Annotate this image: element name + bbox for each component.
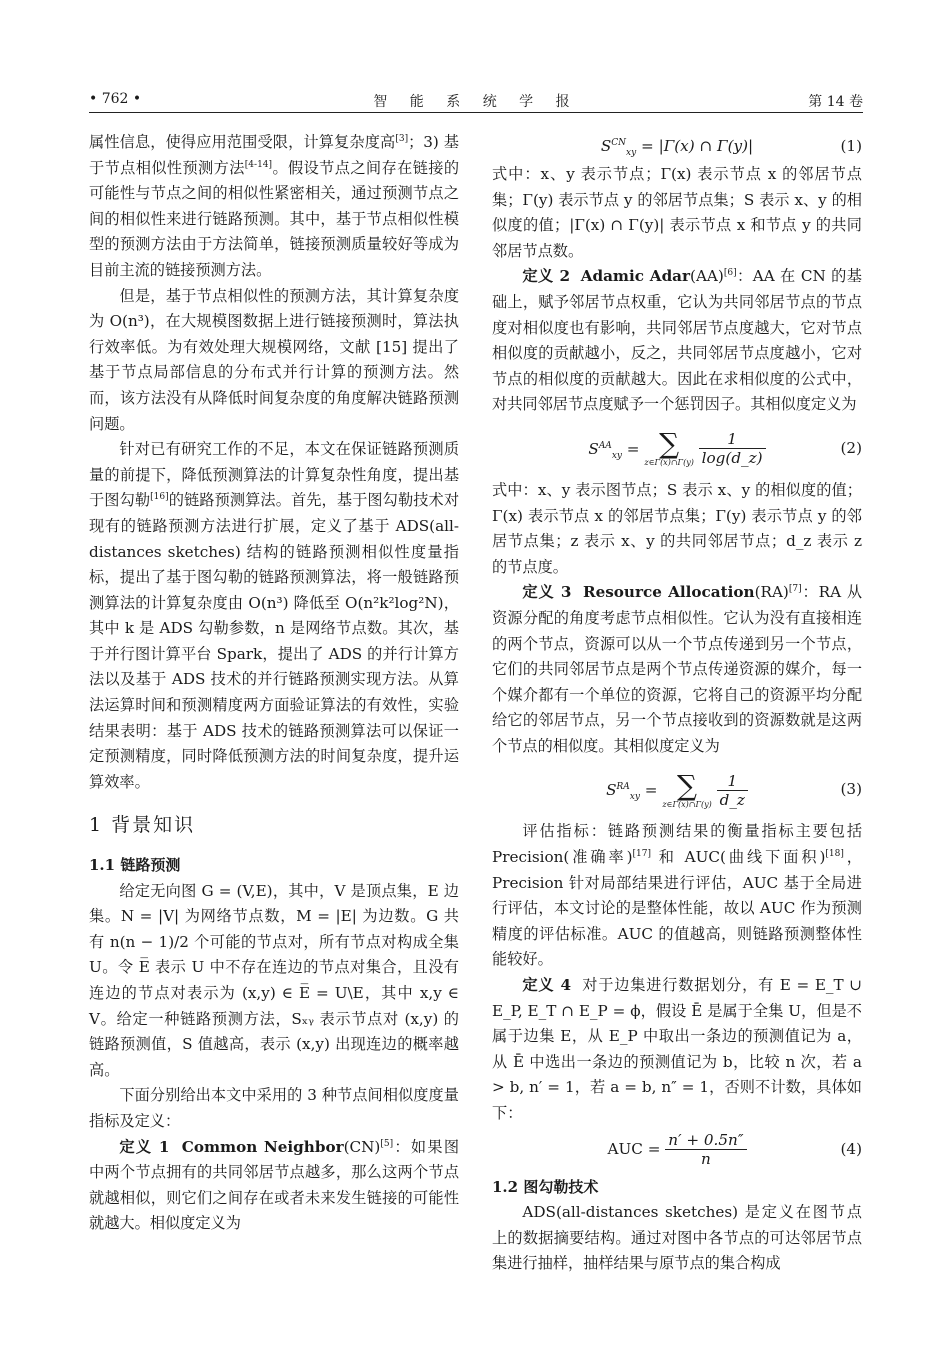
section-heading: 1 背景知识 — [89, 814, 196, 837]
citation: [5] — [380, 1138, 394, 1149]
fraction: $\frac{1}{d\_z}$ — [717, 772, 748, 809]
paragraph: 下面分别给出本文中采用的 3 种节点间相似度度量指标及定义： — [89, 1086, 459, 1130]
paragraph: 针对已有研究工作的不足，本文在保证链路预测质量的前提下，降低预测算法的计算复杂性角度，提出基于图勾勒[16]的链路预测算法。首先，基于图勾勒技术对现有的链路预测方法进行扩展，定义了基于 ADS(all-distances sketches) 结构的链路预测相似性度量指标，提出了基于图勾勒的链路预测算法，将一般链路预测算法的计算复杂度由 O(n³) 降低至 O(n²k²log²N)，其中 k 是 ADS 勾勒参数，n 是网络节点数。其次，基于并行图计算平台 Spark，提出了 ADS 的并行计算方法以及基于 ADS 技术的并行链路预测实现方法。从算法运算时间和预测精度两方面验证算法的有效性，实验结果表明：基于 ADS 技术的链路预测算法可以保证一定预测精度，同时降低预测方法的时间复杂度，提升运算效率。 — [89, 440, 460, 791]
equation-1: $S^{CN}_{xy} = |\Gamma(x)$ ∩ Γ(y)| (1) — [492, 130, 862, 162]
sum-symbol: ∑ z∈Γ(x)∩Γ(y) — [644, 427, 694, 468]
definition: 定义 1 Common Neighbor(CN)[5]：如果图中两个节点拥有的共同邻居节点越多，那么这两个节点就越相似，则它们之间存在或者未来发生链接的可能性就越大。相似度定义为 — [89, 1137, 460, 1233]
equation-number: (4) — [840, 1139, 862, 1158]
citation: [18] — [825, 849, 844, 859]
definition: 定义 2 Adamic Adar(AA)[6]：AA 在 CN 的基础上，赋予邻居节点权重，它认为共同邻居节点的节点度对相似度也有影响，共同邻居节点度越大，它对节点相似度的贡献越小，反之，共同邻居节点度越小，它对节点的相似度的贡献越大。因此在求相似度的公式中，对共同邻居节点度赋予一个惩罚因子。其相似度定义为 — [492, 267, 862, 414]
right-column — [492, 130, 862, 1277]
fraction: $\frac{n' + 0.5n''}{n}$ — [665, 1131, 746, 1168]
journal-name: 智 能 系 统 学 报 — [373, 94, 579, 110]
page-number: • 762 • — [89, 91, 142, 107]
citation: [16] — [150, 492, 169, 503]
citation: [7] — [788, 584, 802, 595]
citation: [4-14] — [244, 159, 273, 170]
equation-number: (2) — [840, 438, 862, 457]
paragraph: 式中：x、y 表示节点；Γ(x) 表示节点 x 的邻居节点集；Γ(y) 表示节点 y 的邻居节点集；S 表示 x、y 的相似度的值；|Γ(x) ∩ Γ(y)| 表示节点 x 和节点 y 的共同邻居节点数。 — [492, 165, 862, 260]
definition: 定义 3 Resource Allocation(RA)[7]：RA 从资源分配的角度考虑节点相似性。它认为没有直接相连的两个节点，资源可以从一个节点传递到另一个节点，它们的共同邻居节点是两个节点传递资源的媒介，每一个媒介都有一个单位的资源，它将自己的资源平均分配给它的邻居节点，另一个节点接收到的资源数就是这两个节点的相似度。其相似度定义为 — [492, 583, 863, 755]
paragraph: 式中：x、y 表示图节点；S 表示 x、y 的相似度的值；Γ(x) 表示节点 x 的邻居节点集；Γ(y) 表示节点 y 的邻居节点集；z 表示 x、y 的共同邻居节点；d_z 表示 z 的节点度。 — [492, 480, 862, 576]
paragraph: 但是，基于节点相似性的预测方法，其计算复杂度为 O(n³)，在大规模图数据上进行链接预测时，算法执行效率低。为有效处理大规模网络，文献 [15] 提出了基于节点局部信息的分布式并行计算的预测方法。然而，该方法没有从降低时间复杂度的角度解决链路预测问题。 — [89, 286, 459, 433]
subsection-heading: 1.1 链路预测 — [89, 856, 181, 875]
citation: [6] — [723, 268, 737, 279]
paragraph: 给定无向图 G = (V,E)，其中，V 是顶点集，E 边集。N = |V| 为网络节点数，M = |E| 为边数。G 共有 n(n − 1)/2 个可能的节点对，所有节点对构成全集 U。令 E̅ 表示 U 中不存在连边的节点对集合，且没有连边的节点对表示为 (x,y) ∈ E̅ = U\E，其中 x,y ∈ V。给定一种链路预测方法，Sₓᵧ 表示节点对 (x,y) 的链路预测值，S 值越高，表示 (x,y) 出现连边的概率越高。 — [89, 881, 459, 1079]
sum-symbol: ∑ z∈Γ(x)∩Γ(y) — [662, 768, 712, 809]
equation-number: (3) — [840, 780, 862, 799]
fraction: $\frac{1}{\log(d\_z)}$ — [699, 430, 766, 467]
citation: [17] — [632, 849, 652, 859]
left-column — [89, 130, 459, 1237]
running-header — [89, 88, 863, 113]
definition: 定义 4 对于边集进行数据划分，有 E = E_T ∪ E_P, E_T ∩ E_P = ϕ，假设 Ē 是属于全集 U，但是不属于边集 E，从 E_P 中取出一条边的预测值记为 a，从 Ē 中选出一条边的预测值记为 b，比较 n 次，若 a > b, n′ = 1，若 a = b, n″ = 1，否则不计数，具体如下： — [492, 976, 863, 1122]
paragraph: 评估指标：链路预测结果的衡量指标主要包括 Precision(准确率)[17] 和 AUC(曲线下面积)[18]，Precision 针对局部结果进行评估，AUC 基于全局进行评估，本文讨论的是整体性能，故以 AUC 作为预测精度的评估标准。AUC 的值越高，则链路预测整体性能较好。 — [492, 822, 862, 969]
paragraph: ADS(all-distances sketches) 是定义在图节点上的数据摘要结构。通过对图中各节点的可达邻居节点集进行抽样，抽样结果与原节点的集合构成 — [492, 1203, 862, 1273]
citation: [3] — [395, 133, 409, 144]
paragraph: 属性信息，使得应用范围受限，计算复杂度高[3]；3) 基于节点相似性预测方法[4-14]。假设节点之间存在链接的可能性与节点之间的相似性紧密相关，通过预测节点之间的相似性来进行链路预测。其中，基于节点相似性模型的预测方法由于方法简单，链接预测质量较好等成为目前主流的链接预测方法。 — [89, 133, 460, 279]
subsection-heading: 1.2 图勾勒技术 — [492, 1177, 599, 1196]
equation-4: AUC = $\frac{n' + 0.5n''}{n}$ (4) — [492, 1127, 862, 1171]
equation-3: $S^{RA}_{xy}$ = ∑ z∈Γ(x)∩Γ(y) $\frac{1}{d\_z}$ (3) — [492, 759, 862, 819]
equation-number: (1) — [840, 137, 862, 155]
volume-label: 第 14 卷 — [808, 94, 863, 110]
equation-2: $S^{AA}_{xy}$ = ∑ z∈Γ(x)∩Γ(y) $\frac{1}{\log(d\_z)}$ (2) — [492, 418, 862, 478]
